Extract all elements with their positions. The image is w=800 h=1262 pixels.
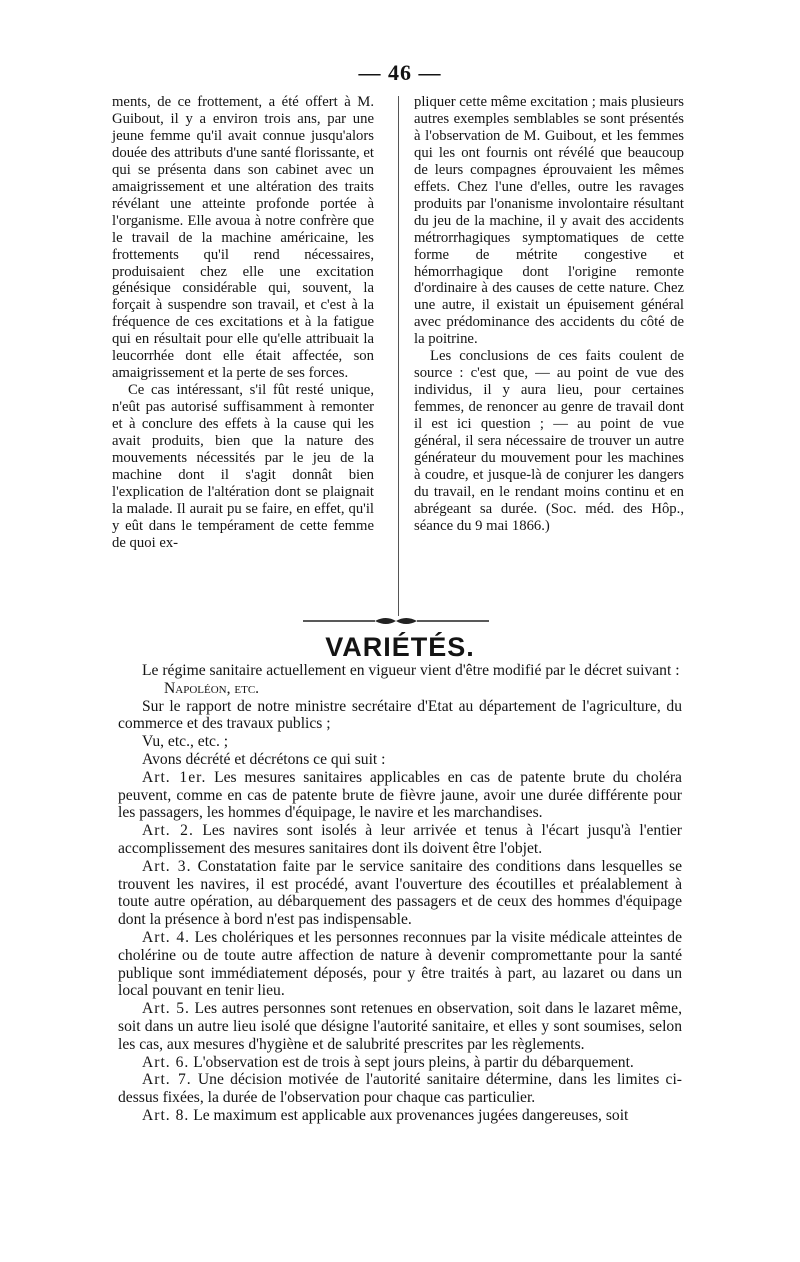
left-paragraph: Ce cas intéressant, s'il fût resté unique, n'eût pas autorisé suffisamment à remonter et à conclure des effets à la cause qui les avait produits, bien que la nature des mouvements nécessités par le jeu de la machine dont il s'agit donnât bien l'explication de l'altération dont se plaignait la malade. Il aurait pu se faire, en effet, qu'il y eût dans le tempérament de cette femme de quoi ex- — [112, 382, 374, 551]
signature-line: Napoléon, etc. — [164, 679, 260, 697]
article-paragraph — [118, 822, 682, 858]
intro-paragraph: Le régime sanitaire actuellement en vigueur vient d'être modifié par le décret suivant : — [142, 662, 680, 679]
article-paragraph — [118, 929, 682, 1000]
right-column — [414, 94, 684, 552]
article-number: Art. 2. — [142, 822, 194, 840]
article-number: Art. 8. — [142, 1106, 190, 1124]
article-text: Les autres personnes sont retenues en observation, soit dans le lazaret même, soit dans un autre lieu isolé que désigne l'autorité sanitaire, et elles y sont soumises, selon les cas, aux mesures d'hygiène et de salubrité prescrites par les règlements. — [118, 1000, 683, 1053]
column-divider — [398, 96, 399, 616]
article-number: Art. 3. — [142, 857, 192, 875]
vu-line: Vu, etc., etc. ; — [142, 733, 229, 751]
decree-formula: Avons décrété et décrétons ce qui suit : — [142, 750, 386, 768]
article-number: Art. 5. — [142, 1000, 190, 1018]
article-paragraph — [118, 1054, 682, 1072]
article-text: Constatation faite par le service sanitaire des conditions dans lesquelles se trouvent les navires, il est procédé, avant l'ouverture des écoutilles et préalablement à toute autre opération, au débarquement des passagers et de ceux des hommes d'équipage dont la présence à bord n'est pas indispensable. — [118, 857, 682, 929]
article-text: Les mesures sanitaires applicables en cas de patente brute du choléra peuvent, comme en cas de patente brute de fièvre jaune, avoir une durée différente pour les passagers, les hommes d'équipage, le navire et les marchandises. — [118, 768, 682, 822]
article-number: Art. 7. — [142, 1071, 192, 1089]
preamble-paragraph: Sur le rapport de notre ministre secrétaire d'Etat au département de l'agriculture, du commerce et des travaux publics ; — [118, 697, 682, 733]
article-text: L'observation est de trois à sept jours pleins, à partir du débarquement. — [193, 1053, 634, 1071]
source-citation: (Soc. méd. des Hôp., séance du 9 mai 1866.) — [414, 500, 684, 534]
article-text: Une décision motivée de l'autorité sanitaire détermine, dans les limites ci-dessus fixées, la durée de l'observation pour chaque cas particulier. — [118, 1071, 682, 1107]
ornament-divider — [303, 615, 489, 627]
article-paragraph — [118, 769, 682, 822]
article-paragraph — [118, 1107, 682, 1125]
article-text: Les cholériques et les personnes reconnues par la visite médicale atteintes de cholérine ou de toute autre affection de nature à devenir compromettante pour la santé publique sont immédiatement déposés, pour y être traités à part, au lazaret ou dans un local pouvant en tenir lieu. — [118, 928, 683, 1000]
left-column — [112, 94, 374, 552]
left-paragraph: ments, de ce frottement, a été offert à M. Guibout, il y a environ trois ans, par une jeune femme qu'il avait connue jusqu'alors douée des attributs d'une santé florissante, et qui se présenta dans son cabinet avec un amaigrissement et une altération des traits révélant une atteinte profonde portée à l'organisme. Elle avoua à notre confrère que le travail de la machine américaine, les frottements qu'il rend nécessaires, produisaient chez elle une excitation génésique considérable qui, souvent, la forçait à suspendre son travail, et c'est à la fréquence de ces excitations et à la fatigue qui en résultait pour elle qu'elle attribuait la leucorrhée dont elle était affectée, son amaigrissement et la perte de ses forces. — [112, 94, 374, 382]
decree-text — [118, 662, 682, 1125]
right-paragraph: pliquer cette même excitation ; mais plusieurs autres exemples semblables se sont présentés à l'observation de M. Guibout, et les femmes qui les ont fournis ont révélé que beaucoup de leurs compagnes éprouvaient les mêmes effets. Chez l'une d'elles, outre les ravages produits par l'onanisme involontaire résultant du jeu de la machine, il y avait des accidents métrorrhagiques symptomatiques de cette forme de métrite congestive et hémorrhagique dont l'origine remonte d'ordinaire à des causes de cette nature. Chez une autre, il existait un épuisement général avec prédominance des accidents du côté de la poitrine. — [414, 94, 685, 348]
conclusion-text: Les conclusions de ces faits coulent de source : c'est que, — au point de vue des individus, il y aura lieu, pour certaines femmes, de renoncer au genre de travail dont il est ici question ; — au point de vue général, il sera nécessaire de trouver un autre générateur du mouvement pour les machines à coudre, et jusque-là de conjurer les dangers du travail, en le rendant moins continu et en abrégeant sa durée. — [414, 348, 684, 517]
page-number: — 46 — — [358, 60, 442, 85]
article-number: Art. 6. — [142, 1053, 190, 1071]
article-paragraph — [118, 858, 682, 929]
article-text: Les navires sont isolés à leur arrivée et tenus à l'écart jusqu'à l'entier accomplissement des mesures sanitaires dont ils doivent être l'objet. — [118, 822, 683, 857]
article-paragraph — [118, 1000, 682, 1053]
article-number: Art. 1er. — [142, 768, 207, 786]
section-title: VARIÉTÉS. — [325, 632, 475, 662]
article-number: Art. 4. — [142, 928, 191, 946]
article-text: Le maximum est applicable aux provenances jugées dangereuses, soit — [193, 1106, 629, 1124]
right-paragraph — [414, 348, 684, 534]
article-paragraph — [118, 1071, 682, 1107]
